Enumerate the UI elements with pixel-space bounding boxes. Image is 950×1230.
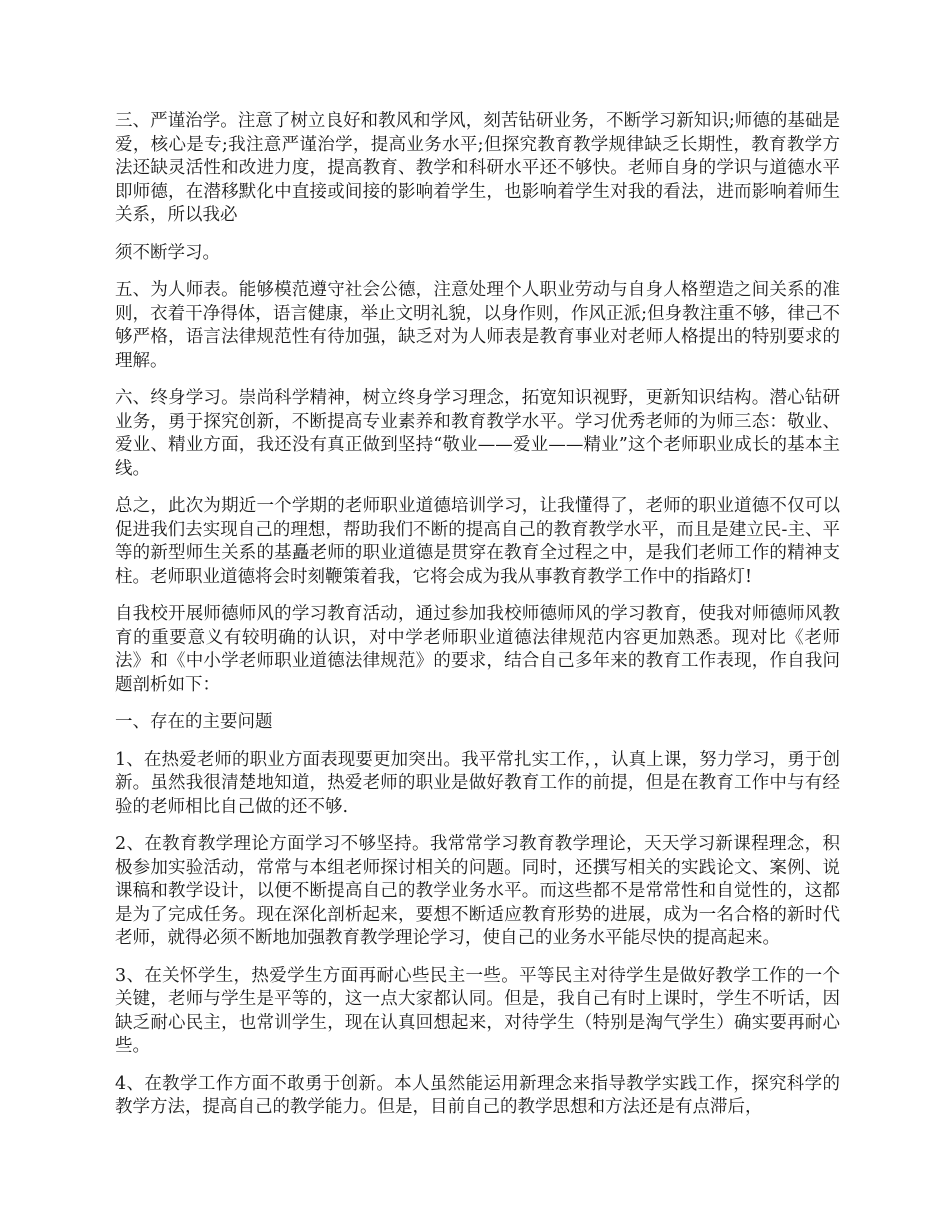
paragraph-continuation: 须不断学习。 <box>115 242 220 263</box>
paragraph-problem-1: 1、在热爱老师的职业方面表现要更加突出。我平常扎实工作，，认真上课，努力学习，勇于创新。虽然我很清楚地知道，热爱老师的职业是做好教育工作的前提，但是在教育工作中与有经验的老师相比自己做的还不够. <box>115 749 840 817</box>
paragraph-problem-2: 2、在教育教学理论方面学习不够坚持。我常常学习教育教学理论，天天学习新课程理念，积极参加实验活动，常常与本组老师探讨相关的问题。同时，还撰写相关的实践论文、案例、说课稿和教学设计，以便不断提高自己的教学业务水平。而这些都不是常常性和自觉性的，这都是为了完成任务。现在深化剖析起来，要想不断适应教育形势的进展，成为一名合格的新时代老师，就得必须不断地加强教育教学理论学习，使自己的业务水平能尽快的提高起来。 <box>115 834 840 948</box>
document-body <box>115 110 840 1134</box>
paragraph-role-model: 五、为人师表。能够模范遵守社会公德，注意处理个人职业劳动与自身人格塑造之间关系的准则，衣着干净得体，语言健康，举止文明礼貌，以身作则，作风正派;但身教注重不够，律己不够严格，语言法律规范性有待加强，缺乏对为人师表是教育事业对老师人格提出的特别要求的理解。 <box>115 280 840 371</box>
paragraph-self-analysis-intro: 自我校开展师德师风的学习教育活动，通过参加我校师德师风的学习教育，使我对师德师风教育的重要意义有较明确的认识，对中学老师职业道德法律规范内容更加熟悉。现对比《老师法》和《中小学老师职业道德法律规范》的要求，结合自己多年来的教育工作表现，作自我问题剖析如下： <box>115 604 840 695</box>
paragraph-strict-scholarship: 三、严谨治学。注意了树立良好和教风和学风，刻苦钻研业务，不断学习新知识;师德的基础是爱，核心是专;我注意严谨治学，提高业务水平;但探究教育教学规律缺乏长期性，教育教学方法还缺灵活性和改进力度，提高教育、教学和科研水平还不够快。老师自身的学识与道德水平即师德，在潜移默化中直接或间接的影响着学生，也影响着学生对我的看法，进而影响着师生关系，所以我必 <box>115 111 840 225</box>
section-heading-main-problems: 一、存在的主要问题 <box>115 712 273 732</box>
paragraph-summary: 总之，此次为期近一个学期的老师职业道德培训学习，让我懂得了，老师的职业道德不仅可以促进我们去实现自己的理想，帮助我们不断的提高自己的教育教学水平，而且是建立民-主、平等的新型师生关系的基矗老师的职业道德是贯穿在教育全过程之中，是我们老师工作的精神支柱。老师职业道德将会时刻鞭策着我，它将会成为我从事教育教学工作中的指路灯! <box>115 496 840 587</box>
paragraph-problem-4: 4、在教学工作方面不敢勇于创新。本人虽然能运用新理念来指导教学实践工作，探究科学的教学方法，提高自己的教学能力。但是，目前自己的教学思想和方法还是有点滞后， <box>115 1073 840 1117</box>
paragraph-lifelong-learning: 六、终身学习。崇尚科学精神，树立终身学习理念，拓宽知识视野，更新知识结构。潜心钻研业务，勇于探究创新，不断提高专业素养和教育教学水平。学习优秀老师的为师三态：敬业、爱业、精业方面，我还没有真正做到坚持“敬业——爱业——精业”这个老师职业成长的基本主线。 <box>115 388 840 479</box>
paragraph-problem-3: 3、在关怀学生，热爱学生方面再耐心些民主一些。平等民主对待学生是做好教学工作的一个关键，老师与学生是平等的，这一点大家都认同。但是，我自己有时上课时，学生不听话，因缺乏耐心民主，也常训学生，现在认真回想起来，对待学生（特别是淘气学生）确实要再耐心些。 <box>115 965 840 1056</box>
